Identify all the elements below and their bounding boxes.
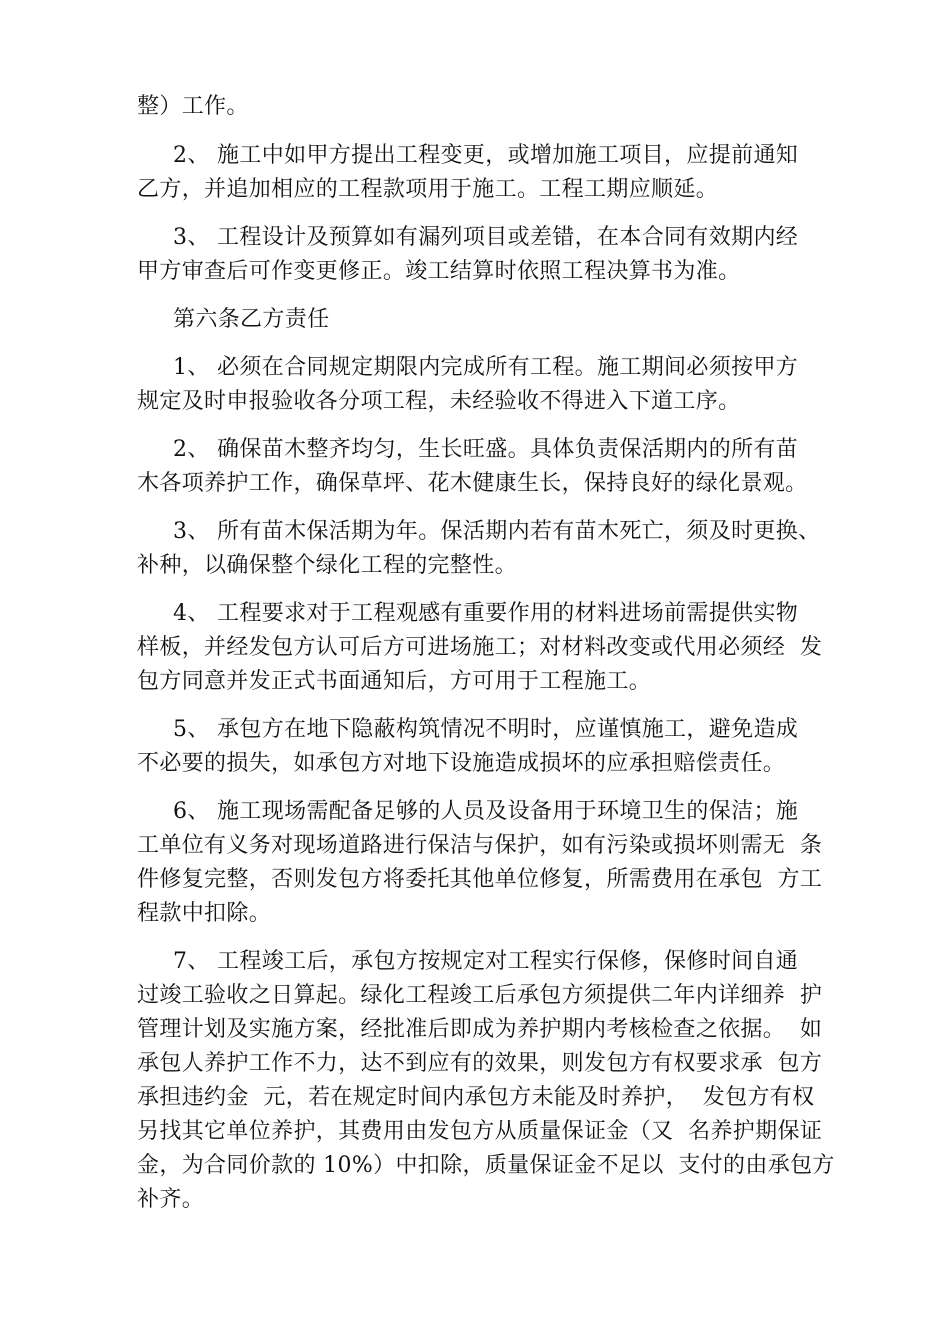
- text-line: 3、 所有苗木保活期为年。保活期内若有苗木死亡，须及时更换、: [173, 519, 821, 544]
- text-line: 补种，以确保整个绿化工程的完整性。: [137, 553, 517, 578]
- text-line: 补齐。: [137, 1187, 205, 1212]
- text-line: 6、 施工现场需配备足够的人员及设备用于环境卫生的保洁；施: [173, 799, 799, 824]
- text-line: 管理计划及实施方案，经批准后即成为养护期内考核检查之依据。 如: [137, 1017, 823, 1042]
- text-line: 2、 施工中如甲方提出工程变更，或增加施工项目，应提前通知: [173, 143, 799, 168]
- text-line: 程款中扣除。: [137, 901, 272, 926]
- text-line: 样板，并经发包方认可后方可进场施工；对材料改变或代用必须经 发: [137, 635, 823, 660]
- text-line: 包方同意并发正式书面通知后，方可用于工程施工。: [137, 669, 652, 694]
- text-line: 件修复完整，否则发包方将委托其他单位修复，所需费用在承包 方工: [137, 867, 823, 892]
- text-line: 7、 工程竣工后，承包方按规定对工程实行保修，保修时间自通: [173, 949, 799, 974]
- text-line: 4、 工程要求对于工程观感有重要作用的材料进场前需提供实物: [173, 601, 799, 626]
- text-line: 5、 承包方在地下隐蔽构筑情况不明时，应谨慎施工，避免造成: [173, 717, 799, 742]
- text-line: 整）工作。: [137, 94, 249, 119]
- text-line: 工单位有义务对现场道路进行保洁与保护，如有污染或损坏则需无 条: [137, 833, 823, 858]
- text-line: 2、 确保苗木整齐均匀，生长旺盛。具体负责保活期内的所有苗: [173, 437, 799, 462]
- text-line: 甲方审查后可作变更修正。竣工结算时依照工程决算书为准。: [137, 259, 741, 284]
- text-line: 乙方，并追加相应的工程款项用于施工。工程工期应顺延。: [137, 177, 719, 202]
- text-line: 另找其它单位养护，其费用由发包方从质量保证金（又 名养护期保证: [137, 1119, 823, 1144]
- text-line: 不必要的损失，如承包方对地下设施造成损坏的应承担赔偿责任。: [137, 751, 786, 776]
- text-line: 金，为合同价款的 10%）中扣除，质量保证金不足以 支付的由承包方: [137, 1153, 835, 1178]
- text-line: 1、 必须在合同规定期限内完成所有工程。施工期间必须按甲方: [173, 355, 799, 380]
- text-line: 承包人养护工作不力，达不到应有的效果，则发包方有权要求承 包方: [137, 1051, 823, 1076]
- text-line: 规定及时申报验收各分项工程，未经验收不得进入下道工序。: [137, 389, 741, 414]
- text-line: 承担违约金 元，若在规定时间内承包方未能及时养护， 发包方有权: [137, 1085, 815, 1110]
- text-line: 木各项养护工作，确保草坪、花木健康生长，保持良好的绿化景观。: [137, 471, 808, 496]
- text-line: 3、 工程设计及预算如有漏列项目或差错，在本合同有效期内经: [173, 225, 799, 250]
- text-line: 过竣工验收之日算起。绿化工程竣工后承包方须提供二年内详细养 护: [137, 983, 823, 1008]
- section-heading: 第六条乙方责任: [173, 307, 330, 332]
